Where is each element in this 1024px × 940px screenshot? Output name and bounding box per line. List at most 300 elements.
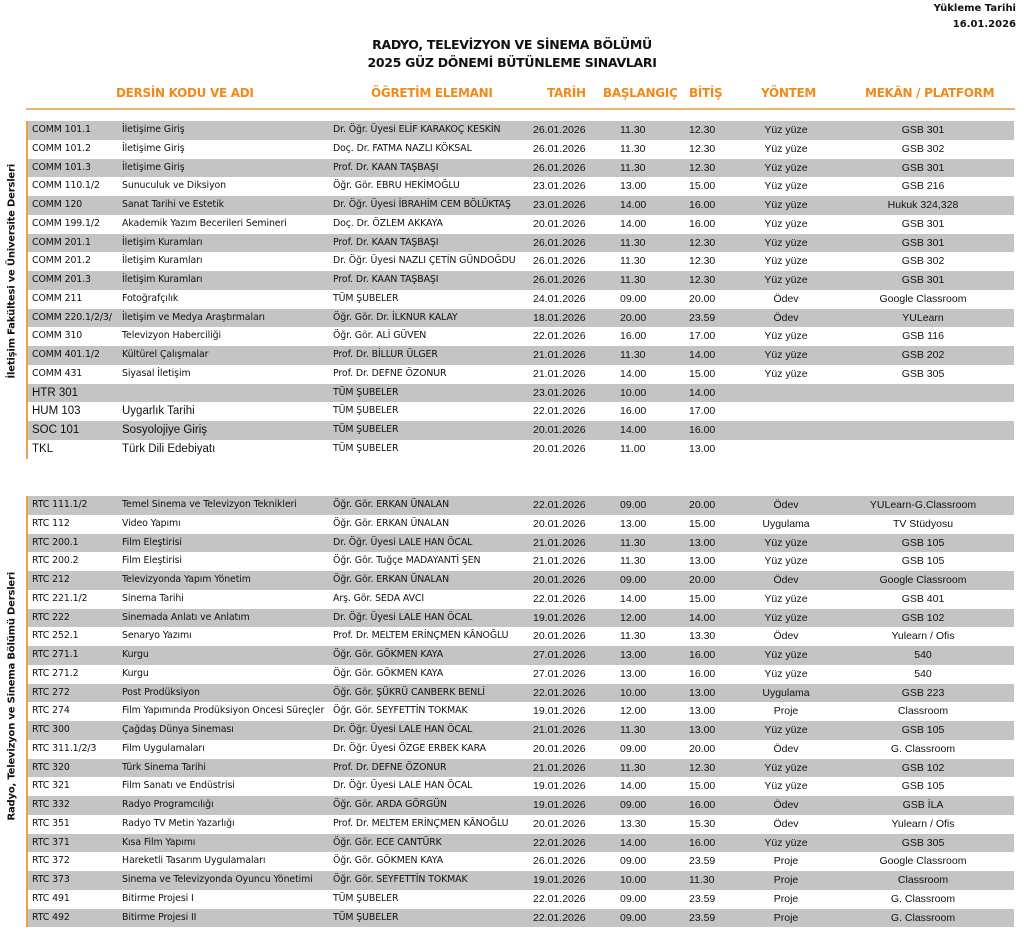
exam-date: 26.01.2026 xyxy=(533,274,586,286)
header-start: BAŞLANGIÇ xyxy=(603,86,678,100)
start-time: 11.30 xyxy=(620,274,646,286)
end-time: 16.00 xyxy=(689,649,716,661)
course-code: COMM 220.1/2/3/ xyxy=(32,311,112,323)
exam-method: Yüz yüze xyxy=(764,124,808,136)
exam-method: Yüz yüze xyxy=(764,667,808,680)
course-name: Film Sanatı ve Endüstrisi xyxy=(122,780,235,792)
course-code: RTC 274 xyxy=(32,705,70,717)
table-row xyxy=(28,609,1014,628)
table-row xyxy=(28,121,1014,140)
instructor: Dr. Öğr. Üyesi LALE HAN ÖCAL xyxy=(333,724,473,735)
start-time: 11.30 xyxy=(620,124,646,136)
exam-location: GSB 305 xyxy=(901,367,945,380)
exam-method: Proje xyxy=(773,855,799,868)
table-row xyxy=(28,815,1014,834)
end-time: 15.00 xyxy=(689,180,716,193)
exam-date: 23.01.2026 xyxy=(533,199,586,211)
exam-date: 21.01.2026 xyxy=(533,349,586,361)
exam-location: GSB 105 xyxy=(901,780,945,793)
header-course: DERSİN KODU VE ADI xyxy=(116,86,254,100)
exam-method: Ödev xyxy=(773,292,799,305)
course-name: İletişim ve Medya Araştırmaları xyxy=(122,311,265,323)
table-row xyxy=(28,384,1014,403)
course-name: Post Prodüksiyon xyxy=(122,686,200,698)
exam-table-rtc xyxy=(26,496,1014,927)
course-code: COMM 310 xyxy=(32,330,83,342)
start-time: 14.00 xyxy=(620,592,647,605)
course-code: COMM 431 xyxy=(32,367,83,379)
header-divider xyxy=(26,108,1015,110)
upload-label: Yükleme Tarihi xyxy=(933,3,1016,14)
exam-date: 23.01.2026 xyxy=(533,180,586,193)
instructor: TÜM ŞUBELER xyxy=(333,292,399,304)
exam-date: 19.01.2026 xyxy=(533,780,586,793)
exam-date: 19.01.2026 xyxy=(533,874,586,886)
instructor: Öğr. Gör. ERKAN ÜNALAN xyxy=(333,574,450,585)
end-time: 14.00 xyxy=(689,611,716,624)
exam-method: Ödev xyxy=(773,311,799,324)
end-time: 20.00 xyxy=(689,499,716,511)
header-location: MEKÂN / PLATFORM xyxy=(865,86,995,100)
exam-location: GSB 401 xyxy=(901,592,945,605)
instructor: Öğr. Gör. Tuğçe MADAYANTİ ŞEN xyxy=(333,555,481,567)
exam-date: 26.01.2026 xyxy=(533,255,586,268)
start-time: 09.00 xyxy=(620,799,647,811)
exam-location: GSB 202 xyxy=(901,349,945,361)
course-code: RTC 200.2 xyxy=(32,555,79,567)
table-row xyxy=(28,571,1014,590)
course-name: Bitirme Projesi II xyxy=(122,911,197,923)
instructor: Prof. Dr. KAAN TAŞBAŞI xyxy=(333,236,439,248)
start-time: 14.00 xyxy=(620,424,647,436)
exam-location: GSB 301 xyxy=(901,236,945,249)
course-name: Siyasal İletişim xyxy=(122,367,191,379)
table-row xyxy=(28,646,1014,665)
course-name: Radyo Programcılığı xyxy=(122,799,214,810)
course-name: Kurgu xyxy=(122,649,149,660)
end-time: 16.00 xyxy=(689,424,716,436)
course-name: İletişim Kuramları xyxy=(122,274,203,285)
start-time: 20.00 xyxy=(620,311,647,324)
exam-method: Yüz yüze xyxy=(764,649,808,661)
course-code: RTC 222 xyxy=(32,611,70,623)
end-time: 23.59 xyxy=(689,911,716,924)
start-time: 09.00 xyxy=(620,892,647,905)
instructor: Öğr. Gör. ERKAN ÜNALAN xyxy=(333,499,450,510)
instructor: TÜM ŞUBELER xyxy=(333,405,399,417)
course-code: RTC 221.1/2 xyxy=(32,592,88,604)
exam-location: Hukuk 324,328 xyxy=(887,199,959,211)
end-time: 15.00 xyxy=(689,780,716,793)
exam-date: 20.01.2026 xyxy=(533,630,586,643)
exam-date: 20.01.2026 xyxy=(533,817,586,830)
exam-date: 27.01.2026 xyxy=(533,667,586,680)
instructor: Prof. Dr. KAAN TAŞBAŞI xyxy=(333,161,439,173)
course-name: Akademik Yazım Becerileri Semineri xyxy=(122,217,287,229)
exam-date: 18.01.2026 xyxy=(533,311,586,324)
instructor: Arş. Gör. SEDA AVCI xyxy=(333,592,425,604)
course-code: HTR 301 xyxy=(32,386,79,399)
start-time: 14.00 xyxy=(620,199,647,211)
exam-date: 21.01.2026 xyxy=(533,536,586,549)
course-code: RTC 491 xyxy=(32,892,70,904)
course-name: Hareketli Tasarım Uygulamaları xyxy=(122,855,266,867)
exam-method: Ödev xyxy=(773,742,799,755)
header-method: YÖNTEM xyxy=(761,86,817,100)
table-row xyxy=(28,871,1014,890)
end-time: 16.00 xyxy=(689,836,716,849)
section-label-rtc: Radyo, Televizyon ve Sinema Bölümü Dersleri xyxy=(6,572,18,821)
course-code: COMM 101.1 xyxy=(32,124,91,135)
instructor: TÜM ŞUBELER xyxy=(333,424,399,435)
table-row xyxy=(28,909,1014,928)
start-time: 11.00 xyxy=(620,442,646,455)
exam-method: Ödev xyxy=(773,499,799,511)
course-name: Bitirme Projesi I xyxy=(122,892,194,904)
end-time: 20.00 xyxy=(689,574,716,586)
exam-location: GSB 105 xyxy=(901,555,945,568)
instructor: Doç. Dr. FATMA NAZLI KÖKSAL xyxy=(333,142,472,154)
table-row xyxy=(28,684,1014,703)
table-row xyxy=(28,665,1014,684)
exam-date: 23.01.2026 xyxy=(533,386,586,399)
course-name: Radyo TV Metin Yazarlığı xyxy=(122,817,235,829)
exam-date: 21.01.2026 xyxy=(533,367,586,380)
exam-date: 26.01.2026 xyxy=(533,161,586,174)
course-code: RTC 252.1 xyxy=(32,630,79,642)
exam-method: Uygulama xyxy=(762,517,810,530)
course-name: Televizyonda Yapım Yönetim xyxy=(122,574,251,585)
exam-location: YULearn xyxy=(902,311,944,324)
course-name: İletişime Giriş xyxy=(122,142,185,154)
exam-date: 26.01.2026 xyxy=(533,236,586,249)
instructor: Dr. Öğr. Üyesi İBRAHİM CEM BÖLÜKTAŞ xyxy=(333,199,511,210)
end-time: 20.00 xyxy=(689,742,716,755)
table-row xyxy=(28,759,1014,778)
start-time: 09.00 xyxy=(620,742,647,755)
end-time: 17.00 xyxy=(689,330,716,343)
course-code: RTC 111.1/2 xyxy=(32,499,88,510)
start-time: 12.00 xyxy=(620,705,647,718)
table-row xyxy=(28,721,1014,740)
end-time: 14.00 xyxy=(689,349,716,361)
instructor: Öğr. Gör. ECE CANTÜRK xyxy=(333,836,442,848)
exam-method: Ödev xyxy=(773,574,799,586)
instructor: Öğr. Gör. SEYFETTİN TOKMAK xyxy=(333,705,468,717)
exam-method: Yüz yüze xyxy=(764,161,808,174)
instructor: Dr. Öğr. Üyesi LALE HAN ÖCAL xyxy=(333,611,473,623)
start-time: 13.00 xyxy=(620,517,647,530)
exam-date: 26.01.2026 xyxy=(533,124,586,136)
end-time: 12.30 xyxy=(689,761,716,774)
exam-method: Yüz yüze xyxy=(764,236,808,249)
course-code: COMM 110.1/2 xyxy=(32,180,100,192)
end-time: 11.30 xyxy=(689,874,715,886)
end-time: 16.00 xyxy=(689,667,716,680)
table-row xyxy=(28,777,1014,796)
table-row xyxy=(28,627,1014,646)
end-time: 12.30 xyxy=(689,161,716,174)
end-time: 20.00 xyxy=(689,292,716,305)
table-row xyxy=(28,327,1014,346)
course-name: Film Uygulamaları xyxy=(122,742,205,754)
instructor: Dr. Öğr. Üyesi LALE HAN ÖCAL xyxy=(333,536,473,548)
end-time: 15.00 xyxy=(689,592,716,605)
exam-method: Proje xyxy=(773,892,799,905)
course-code: RTC 373 xyxy=(32,874,70,885)
exam-method: Yüz yüze xyxy=(764,555,808,568)
exam-location: GSB 223 xyxy=(901,686,945,699)
exam-date: 22.01.2026 xyxy=(533,499,586,511)
header-end: BİTİŞ xyxy=(689,86,723,100)
course-name: Senaryo Yazımı xyxy=(122,630,192,642)
instructor: TÜM ŞUBELER xyxy=(333,386,399,398)
instructor: Dr. Öğr. Üyesi ELİF KARAKOÇ KESKİN xyxy=(333,124,501,135)
page-title xyxy=(0,36,1024,72)
exam-location: GSB 302 xyxy=(901,142,945,155)
instructor: Prof. Dr. KAAN TAŞBAŞI xyxy=(333,274,439,285)
course-name: Sunuculuk ve Diksiyon xyxy=(122,180,226,192)
exam-location: G. Classroom xyxy=(890,892,956,905)
exam-location: GSB 105 xyxy=(901,536,945,549)
course-name: Film Eleştirisi xyxy=(122,536,182,548)
course-name: Televizyon Haberciliği xyxy=(122,330,222,342)
exam-method: Yüz yüze xyxy=(764,349,808,361)
table-row xyxy=(28,515,1014,534)
exam-location: Google Classroom xyxy=(879,855,967,868)
exam-method: Yüz yüze xyxy=(764,217,808,230)
start-time: 11.30 xyxy=(620,555,646,568)
course-name: Film Eleştirisi xyxy=(122,555,182,567)
end-time: 12.30 xyxy=(689,124,716,136)
end-time: 12.30 xyxy=(689,274,716,286)
course-code: RTC 320 xyxy=(32,761,70,773)
exam-date: 19.01.2026 xyxy=(533,705,586,718)
end-time: 23.59 xyxy=(689,311,716,324)
table-row xyxy=(28,365,1014,384)
exam-method: Ödev xyxy=(773,817,799,830)
exam-method: Yüz yüze xyxy=(764,724,808,736)
start-time: 13.30 xyxy=(620,817,647,830)
exam-date: 21.01.2026 xyxy=(533,724,586,736)
course-name: Sinemada Anlatı ve Anlatım xyxy=(122,611,250,623)
start-time: 09.00 xyxy=(620,292,647,305)
course-name: Kurgu xyxy=(122,667,149,679)
start-time: 13.00 xyxy=(620,667,647,680)
exam-method: Yüz yüze xyxy=(764,180,808,193)
course-code: RTC 212 xyxy=(32,574,70,585)
end-time: 12.30 xyxy=(689,255,716,268)
end-time: 13.00 xyxy=(689,724,716,736)
start-time: 11.30 xyxy=(620,630,646,643)
exam-method: Proje xyxy=(773,874,799,886)
course-name: Film Yapımında Prodüksiyon Oncesi Süreçler xyxy=(122,705,325,717)
table-row xyxy=(28,234,1014,253)
table-row xyxy=(28,834,1014,853)
exam-location: GSB 301 xyxy=(901,274,945,286)
instructor: Prof. Dr. DEFNE ÖZONUR xyxy=(333,761,447,773)
exam-location: GSB 301 xyxy=(901,161,945,174)
exam-date: 22.01.2026 xyxy=(533,330,586,343)
exam-location: 540 xyxy=(914,667,932,680)
exam-method: Yüz yüze xyxy=(764,330,808,343)
header-date: TARİH xyxy=(547,86,586,100)
exam-date: 27.01.2026 xyxy=(533,649,586,661)
course-name: Çağdaş Dünya Sineması xyxy=(122,724,234,735)
exam-date: 20.01.2026 xyxy=(533,574,586,586)
instructor: Öğr. Gör. ARDA GÖRGÜN xyxy=(333,799,447,810)
exam-method: Yüz yüze xyxy=(764,611,808,624)
table-row xyxy=(28,496,1014,515)
exam-method: Yüz yüze xyxy=(764,255,808,268)
instructor: Öğr. Gör. GÖKMEN KAYA xyxy=(333,667,444,679)
exam-location: Yulearn / Ofis xyxy=(891,630,955,643)
start-time: 10.00 xyxy=(620,874,647,886)
course-name: Temel Sinema ve Televizyon Teknikleri xyxy=(122,499,297,510)
end-time: 13.00 xyxy=(689,705,716,718)
exam-location: GSB 105 xyxy=(901,724,945,736)
table-row xyxy=(28,271,1014,290)
exam-method: Yüz yüze xyxy=(764,780,808,793)
exam-location: Google Classroom xyxy=(879,574,967,586)
course-name: Sosyolojiye Giriş xyxy=(122,424,207,436)
course-name: Uygarlık Tarihi xyxy=(122,405,195,418)
instructor: Prof. Dr. MELTEM ERİNÇMEN KÂNOĞLU xyxy=(333,817,509,829)
instructor: TÜM ŞUBELER xyxy=(333,911,399,923)
exam-date: 20.01.2026 xyxy=(533,424,586,436)
course-code: COMM 201.2 xyxy=(32,255,91,267)
course-code: RTC 351 xyxy=(32,817,70,829)
exam-location: GSB 305 xyxy=(901,836,945,849)
table-row xyxy=(28,890,1014,909)
course-code: COMM 201.3 xyxy=(32,274,91,285)
exam-method: Yüz yüze xyxy=(764,367,808,380)
exam-date: 20.01.2026 xyxy=(533,217,586,230)
table-row xyxy=(28,534,1014,553)
course-code: COMM 211 xyxy=(32,292,83,304)
end-time: 13.00 xyxy=(689,536,716,549)
exam-location: GSB 102 xyxy=(901,761,945,774)
course-name: İletişim Kuramları xyxy=(122,236,203,248)
start-time: 11.30 xyxy=(620,255,646,268)
table-row xyxy=(28,852,1014,871)
end-time: 17.00 xyxy=(689,405,716,418)
exam-method: Yüz yüze xyxy=(764,836,808,849)
start-time: 11.30 xyxy=(620,724,646,736)
course-name: Sinema ve Televizyonda Oyuncu Yönetimi xyxy=(122,874,313,885)
exam-method: Yüz yüze xyxy=(764,274,808,286)
start-time: 09.00 xyxy=(620,574,647,586)
end-time: 13.30 xyxy=(689,630,716,643)
course-name: İletişime Giriş xyxy=(122,124,185,135)
exam-method: Yüz yüze xyxy=(764,199,808,211)
instructor: Öğr. Gör. SEYFETTİN TOKMAK xyxy=(333,874,468,885)
header-instructor: ÖĞRETİM ELEMANI xyxy=(371,86,493,100)
exam-location: YULearn-G.Classroom xyxy=(869,499,977,511)
start-time: 13.00 xyxy=(620,649,647,661)
exam-date: 26.01.2026 xyxy=(533,855,586,868)
exam-date: 22.01.2026 xyxy=(533,405,586,418)
exam-date: 20.01.2026 xyxy=(533,742,586,755)
end-time: 15.00 xyxy=(689,367,716,380)
exam-date: 22.01.2026 xyxy=(533,836,586,849)
department-title: RADYO, TELEVİZYON VE SİNEMA BÖLÜMÜ xyxy=(372,37,652,52)
exam-date: 20.01.2026 xyxy=(533,517,586,530)
start-time: 09.00 xyxy=(620,499,647,511)
end-time: 14.00 xyxy=(689,386,716,399)
exam-date: 22.01.2026 xyxy=(533,911,586,924)
exam-location: Yulearn / Ofis xyxy=(891,817,955,830)
table-row xyxy=(28,290,1014,309)
instructor: Öğr. Gör. ERKAN ÜNALAN xyxy=(333,517,450,529)
exam-location: GSB İLA xyxy=(902,799,944,811)
course-code: HUM 103 xyxy=(32,405,81,418)
course-code: RTC 311.1/2/3 xyxy=(32,742,97,754)
table-row xyxy=(28,346,1014,365)
end-time: 13.00 xyxy=(689,555,716,568)
instructor: Öğr. Gör. EBRU HEKİMOĞLU xyxy=(333,180,460,192)
table-row xyxy=(28,402,1014,421)
course-code: COMM 401.1/2 xyxy=(32,349,100,360)
instructor: TÜM ŞUBELER xyxy=(333,892,399,904)
course-code: RTC 271.2 xyxy=(32,667,79,679)
start-time: 09.00 xyxy=(620,911,647,924)
table-row xyxy=(28,215,1014,234)
course-name: Türk Dili Edebiyatı xyxy=(122,442,216,455)
exam-location: GSB 301 xyxy=(901,124,945,136)
course-code: RTC 300 xyxy=(32,724,70,735)
exam-location: GSB 116 xyxy=(902,330,944,343)
start-time: 11.30 xyxy=(620,349,646,361)
exam-method: Yüz yüze xyxy=(764,592,808,605)
exam-location: G. Classroom xyxy=(890,911,956,924)
start-time: 10.00 xyxy=(620,386,647,399)
course-code: RTC 371 xyxy=(32,836,70,848)
instructor: Doç. Dr. ÖZLEM AKKAYA xyxy=(333,217,443,229)
start-time: 09.00 xyxy=(620,855,647,868)
start-time: 10.00 xyxy=(620,686,647,699)
exam-method: Yüz yüze xyxy=(764,142,808,155)
exam-method: Yüz yüze xyxy=(764,761,808,774)
exam-location: Classroom xyxy=(897,705,949,718)
course-name: Video Yapımı xyxy=(122,517,181,529)
upload-date: 16.01.2026 xyxy=(952,19,1016,30)
start-time: 14.00 xyxy=(620,836,647,849)
instructor: TÜM ŞUBELER xyxy=(333,442,399,454)
start-time: 11.30 xyxy=(620,761,646,774)
instructor: Öğr. Gör. ŞÜKRÜ CANBERK BENLİ xyxy=(333,686,485,698)
exam-date: 20.01.2026 xyxy=(533,442,586,455)
course-code: COMM 101.3 xyxy=(32,161,91,173)
table-row xyxy=(28,252,1014,271)
exam-location: G. Classroom xyxy=(890,742,956,755)
course-name: İletişime Giriş xyxy=(122,161,185,173)
table-row xyxy=(28,796,1014,815)
table-row xyxy=(28,159,1014,178)
exam-location: 540 xyxy=(914,649,932,661)
table-row xyxy=(28,702,1014,721)
upload-info xyxy=(934,1,1016,33)
start-time: 11.30 xyxy=(620,161,646,174)
start-time: 14.00 xyxy=(620,780,647,793)
exam-location: GSB 102 xyxy=(901,611,945,624)
course-code: COMM 120 xyxy=(32,199,83,210)
course-code: RTC 321 xyxy=(32,780,70,792)
table-row xyxy=(28,309,1014,328)
table-row xyxy=(28,196,1014,215)
course-code: RTC 112 xyxy=(32,517,70,529)
start-time: 11.30 xyxy=(620,142,646,155)
